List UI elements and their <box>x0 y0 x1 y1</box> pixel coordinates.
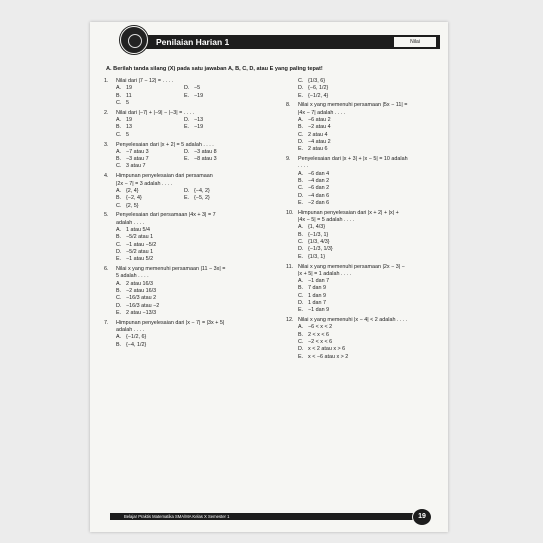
answer-options <box>104 149 280 171</box>
option-value: −16/3 atau −2 <box>126 302 160 309</box>
question-item <box>104 142 280 174</box>
option-value: −3 atau 7 <box>126 156 149 163</box>
option-value: −8 atau 3 <box>194 156 217 163</box>
answer-option[interactable] <box>116 242 280 249</box>
option-value: −7 atau 3 <box>126 148 149 155</box>
option-letter: B. <box>298 124 304 131</box>
option-letter: D. <box>298 246 304 253</box>
answer-option[interactable] <box>116 288 280 295</box>
option-value: {1/3, 4/3} <box>308 239 330 246</box>
option-letter: D. <box>298 85 304 92</box>
option-value: −2 atau 16/3 <box>126 287 157 294</box>
question-text: Nilai dari |7 − 12| = . . . . <box>116 78 174 84</box>
option-value: x < 2 atau x > 6 <box>308 346 346 353</box>
option-letter: A. <box>298 117 304 124</box>
answer-option[interactable] <box>116 132 184 139</box>
score-box-label: Nilai <box>394 37 436 47</box>
option-letter: A. <box>116 227 122 234</box>
footer-bar <box>110 513 420 520</box>
question-text: Nilai x yang memenuhi persamaan |2x − 3| − <box>298 263 405 270</box>
question-number <box>104 181 116 188</box>
option-value: −2 atau 4 <box>308 124 331 131</box>
answer-option[interactable] <box>116 310 280 317</box>
option-value: 13 <box>126 124 132 131</box>
answer-options <box>286 324 441 360</box>
option-value: −4 dan 2 <box>308 178 330 185</box>
question-line <box>286 317 441 324</box>
spacer <box>104 349 280 352</box>
option-letter: A. <box>116 148 122 155</box>
option-value: 19 <box>126 85 132 92</box>
option-value: 7 dan 9 <box>308 285 326 292</box>
answer-option[interactable] <box>116 156 184 163</box>
answer-option[interactable] <box>116 249 280 256</box>
answer-option[interactable] <box>116 149 184 156</box>
option-letter: A. <box>116 85 122 92</box>
answer-option[interactable] <box>184 195 252 202</box>
option-letter: E. <box>298 253 304 260</box>
option-letter: C. <box>298 339 304 346</box>
question-number <box>104 220 116 227</box>
option-value: 1 dan 7 <box>308 299 326 306</box>
question-item <box>104 212 280 266</box>
right-column <box>286 78 441 364</box>
option-letter: E. <box>184 156 190 163</box>
option-value: 5 <box>126 99 129 106</box>
answer-options <box>286 278 441 314</box>
option-letter: A. <box>298 170 304 177</box>
option-letter: D. <box>298 138 304 145</box>
option-value: −6 < x < 2 <box>308 324 333 331</box>
answer-option[interactable] <box>298 239 441 246</box>
option-value: 5 <box>126 131 129 138</box>
option-value: 11 <box>126 92 132 99</box>
question-item <box>286 264 441 318</box>
option-value: 2 atau −13/3 <box>126 309 157 316</box>
page-number: 19 <box>412 508 432 526</box>
question-number: 4. <box>104 173 109 180</box>
option-value: {1/3, 6} <box>308 78 326 84</box>
question-number: 11. <box>286 263 294 270</box>
answer-option[interactable] <box>116 117 184 124</box>
question-number: 5. <box>104 212 109 219</box>
answer-option[interactable] <box>116 295 280 302</box>
option-letter: C. <box>298 185 304 192</box>
option-letter: B. <box>298 178 304 185</box>
answer-option[interactable] <box>116 256 280 263</box>
question-item <box>104 266 280 320</box>
option-letter: A. <box>116 334 122 341</box>
question-line <box>104 273 280 280</box>
question-number <box>104 327 116 334</box>
option-value: {−1/3, 1/3} <box>308 246 333 253</box>
answer-option[interactable] <box>298 324 441 331</box>
option-letter: E. <box>184 124 190 131</box>
answer-option[interactable] <box>298 232 441 239</box>
answer-option[interactable] <box>116 124 184 131</box>
option-value: −6 dan 2 <box>308 185 330 192</box>
option-letter: C. <box>116 163 122 170</box>
option-value: 2 atau 6 <box>308 146 328 153</box>
question-line <box>286 110 441 117</box>
option-value: 3 atau 7 <box>126 163 146 170</box>
answer-option[interactable] <box>298 200 441 207</box>
question-line <box>104 142 280 149</box>
option-letter: B. <box>116 287 122 294</box>
question-line <box>286 156 441 163</box>
option-letter: D. <box>184 148 190 155</box>
answer-option[interactable] <box>116 195 184 202</box>
answer-option[interactable] <box>298 178 441 185</box>
option-value: −1 dan 9 <box>308 307 330 314</box>
answer-option[interactable] <box>116 281 280 288</box>
question-number <box>104 273 116 280</box>
answer-option[interactable] <box>116 93 184 100</box>
question-number: 3. <box>104 141 109 148</box>
answer-option[interactable] <box>298 224 441 231</box>
option-value: {−2, 4} <box>126 195 142 202</box>
option-letter: C. <box>116 99 122 106</box>
question-text: |4x − 7| adalah . . . . <box>298 109 346 116</box>
option-letter: A. <box>298 324 304 331</box>
option-value: −6 dan 4 <box>308 170 330 177</box>
header-bar <box>140 35 440 49</box>
answer-option[interactable] <box>298 85 441 92</box>
page-header <box>90 22 448 62</box>
answer-options <box>104 227 280 263</box>
answer-option[interactable] <box>116 203 184 210</box>
question-item <box>286 156 441 210</box>
question-line <box>286 210 441 217</box>
answer-option[interactable] <box>116 188 184 195</box>
answer-option[interactable] <box>116 342 280 349</box>
option-letter: B. <box>116 341 122 348</box>
option-letter: B. <box>298 285 304 292</box>
question-number: 12. <box>286 317 294 324</box>
option-letter: D. <box>116 248 122 255</box>
question-line <box>286 163 441 170</box>
question-text: . . . . <box>298 163 309 170</box>
page-title: Penilaian Harian 1 <box>156 37 230 47</box>
option-letter: E. <box>298 353 304 360</box>
option-value: −2 dan 6 <box>308 199 330 206</box>
option-letter: C. <box>116 202 122 209</box>
option-value: −4 atau 2 <box>308 138 331 145</box>
option-value: {−5, 2} <box>194 195 210 202</box>
option-letter: C. <box>298 239 304 246</box>
question-line <box>104 181 280 188</box>
question-line <box>104 78 280 85</box>
answer-option[interactable] <box>298 124 441 131</box>
option-value: {2, 4} <box>126 187 139 194</box>
answer-option[interactable] <box>184 188 252 195</box>
option-value: {−6, 1/2} <box>308 85 329 92</box>
left-column <box>104 78 280 352</box>
emblem-icon <box>120 26 148 54</box>
option-value: {1, 4/3} <box>308 224 326 231</box>
question-text: Himpunan penyelesaian dari |x − 7| = |3x + 5| <box>116 319 225 326</box>
option-letter: D. <box>298 346 304 353</box>
answer-options <box>104 281 280 317</box>
option-value: −13 <box>194 117 204 124</box>
option-letter: D. <box>184 117 190 124</box>
question-text: adalah . . . . <box>116 219 145 226</box>
question-line <box>286 217 441 224</box>
option-value: −2 < x < 6 <box>308 339 333 346</box>
option-value: 1 dan 9 <box>308 292 326 299</box>
answer-options <box>104 188 280 210</box>
option-letter: A. <box>298 224 304 231</box>
option-letter: C. <box>298 131 304 138</box>
question-number: 6. <box>104 266 109 273</box>
question-text: adalah . . . . <box>116 327 145 334</box>
option-letter: E. <box>184 195 190 202</box>
answer-option[interactable] <box>298 146 441 153</box>
option-letter: E. <box>116 309 122 316</box>
question-item <box>104 173 280 212</box>
option-letter: E. <box>298 146 304 153</box>
question-item <box>286 78 441 102</box>
option-letter: E. <box>298 307 304 314</box>
option-value: −6 atau 2 <box>308 117 331 124</box>
question-text: Penyelesaian dari persamaan |4x + 3| = 7 <box>116 212 216 219</box>
option-value: {−1/2, 4} <box>308 92 329 99</box>
answer-option[interactable] <box>298 285 441 292</box>
question-line <box>104 327 280 334</box>
option-letter: B. <box>116 92 122 99</box>
option-value: −4 dan 6 <box>308 192 330 199</box>
answer-option[interactable] <box>184 85 252 92</box>
answer-option[interactable] <box>298 93 441 100</box>
answer-option[interactable] <box>298 193 441 200</box>
option-letter: A. <box>298 278 304 285</box>
option-value: x < −6 atau x > 2 <box>308 353 349 360</box>
option-value: {−1/2, 6} <box>126 334 147 341</box>
option-value: −5/2 atau 1 <box>126 234 154 241</box>
answer-option[interactable] <box>184 117 252 124</box>
question-number <box>286 163 298 170</box>
question-text: 5 adalah . . . . <box>116 273 149 280</box>
answer-option[interactable] <box>298 300 441 307</box>
option-letter: C. <box>298 292 304 299</box>
question-item <box>286 210 441 264</box>
question-line <box>104 173 280 180</box>
option-letter: B. <box>116 195 122 202</box>
question-text: |2x − 7| = 3 adalah . . . . <box>116 180 173 187</box>
instruction-text: A. Berilah tanda silang (X) pada satu jawaban A, B, C, D, atau E yang paling tepat! <box>106 66 323 72</box>
answer-option[interactable] <box>116 334 280 341</box>
question-text: Nilai x yang memenuhi persamaan |5x − 11| = <box>298 102 408 109</box>
option-letter: E. <box>298 92 304 99</box>
answer-option[interactable] <box>116 163 184 170</box>
answer-options <box>104 334 280 349</box>
option-value: {−4, 2} <box>194 187 210 194</box>
option-value: {1/3, 1} <box>308 253 326 260</box>
question-number: 1. <box>104 78 109 84</box>
option-letter: B. <box>298 331 304 338</box>
option-value: −3 atau 8 <box>194 148 217 155</box>
question-item <box>286 317 441 363</box>
answer-options <box>104 117 280 139</box>
question-line <box>104 266 280 273</box>
answer-option[interactable] <box>298 78 441 85</box>
answer-option[interactable] <box>298 354 441 361</box>
answer-option[interactable] <box>298 185 441 192</box>
question-number <box>286 110 298 117</box>
question-item <box>104 78 280 110</box>
option-value: −5 <box>194 85 201 92</box>
option-letter: B. <box>116 156 122 163</box>
option-letter: B. <box>298 231 304 238</box>
question-line <box>104 320 280 327</box>
answer-option[interactable] <box>184 93 252 100</box>
answer-option[interactable] <box>116 303 280 310</box>
question-line <box>104 110 280 117</box>
option-value: −19 <box>194 124 204 131</box>
option-value: −1 atau −5/2 <box>126 241 157 248</box>
answer-option[interactable] <box>298 332 441 339</box>
answer-option[interactable] <box>184 149 252 156</box>
answer-option[interactable] <box>116 85 184 92</box>
option-letter: B. <box>116 234 122 241</box>
answer-option[interactable] <box>298 246 441 253</box>
question-line <box>286 271 441 278</box>
question-line <box>286 264 441 271</box>
question-text: Himpunan penyelesaian dari persamaan <box>116 173 213 180</box>
option-letter: C. <box>298 78 304 84</box>
question-line <box>104 212 280 219</box>
answer-option[interactable] <box>298 278 441 285</box>
answer-option[interactable] <box>298 117 441 124</box>
question-text: Penyelesaian dari |x + 3| + |x − 5| = 10 adalah <box>298 156 408 163</box>
option-value: 2 < x < 6 <box>308 331 329 338</box>
answer-options <box>286 78 441 100</box>
answer-option[interactable] <box>116 227 280 234</box>
option-letter: B. <box>116 124 122 131</box>
answer-option[interactable] <box>298 307 441 314</box>
option-letter: D. <box>184 187 190 194</box>
option-letter: A. <box>116 117 122 124</box>
option-value: −1 dan 7 <box>308 278 330 285</box>
option-letter: D. <box>298 192 304 199</box>
option-value: {2, 5} <box>126 202 139 209</box>
question-text: Nilai x yang memenuhi |x − 4| < 2 adalah . . . . <box>298 317 408 324</box>
option-value: −1 atau 5/2 <box>126 256 154 263</box>
option-value: 1 atau 5/4 <box>126 227 150 234</box>
option-value: −19 <box>194 92 204 99</box>
option-letter: C. <box>116 131 122 138</box>
answer-option[interactable] <box>298 254 441 261</box>
question-line <box>286 102 441 109</box>
option-letter: A. <box>116 280 122 287</box>
question-number: 9. <box>286 156 291 163</box>
option-letter: E. <box>184 92 190 99</box>
answer-option[interactable] <box>298 139 441 146</box>
answer-options <box>286 171 441 207</box>
answer-option[interactable] <box>298 132 441 139</box>
page-footer <box>90 506 448 528</box>
option-letter: D. <box>298 299 304 306</box>
option-value: {−4, 1/2} <box>126 341 147 348</box>
answer-options <box>286 117 441 153</box>
option-letter: C. <box>116 295 122 302</box>
question-text: Penyelesaian dari |x + 2| = 5 adalah . . . . <box>116 141 214 148</box>
option-letter: D. <box>116 302 122 309</box>
answer-option[interactable] <box>116 100 184 107</box>
option-letter: E. <box>116 256 122 263</box>
answer-option[interactable] <box>184 124 252 131</box>
answer-option[interactable] <box>298 346 441 353</box>
answer-option[interactable] <box>298 293 441 300</box>
spacer <box>286 361 441 364</box>
answer-option[interactable] <box>298 171 441 178</box>
option-value: {−1/3, 1} <box>308 231 329 238</box>
question-number: 2. <box>104 109 109 116</box>
question-text: Nilai dari |−7| + |−9| − |−3| = . . . . <box>116 109 195 116</box>
option-letter: C. <box>116 241 122 248</box>
answer-options <box>286 224 441 260</box>
worksheet-page <box>90 22 448 532</box>
option-value: −5/2 atau 1 <box>126 248 154 255</box>
option-value: 19 <box>126 117 132 124</box>
answer-option[interactable] <box>116 234 280 241</box>
answer-option[interactable] <box>298 339 441 346</box>
option-value: 2 atau 16/3 <box>126 280 153 287</box>
question-item <box>286 102 441 156</box>
question-number: 7. <box>104 319 109 326</box>
question-number <box>286 271 298 278</box>
option-letter: E. <box>298 199 304 206</box>
question-number: 8. <box>286 102 291 109</box>
option-letter: A. <box>116 187 122 194</box>
question-item <box>104 110 280 142</box>
question-text: |x + 5| = 1 adalah . . . . <box>298 270 352 277</box>
question-item <box>104 320 280 352</box>
option-value: 2 atau 4 <box>308 131 328 138</box>
footer-text: Belajar Praktis Matematika SMA/MA Kelas X Semester 1 <box>124 514 230 519</box>
answer-options <box>104 85 280 107</box>
question-line <box>104 220 280 227</box>
option-value: −16/3 atau 2 <box>126 295 157 302</box>
answer-option[interactable] <box>184 156 252 163</box>
option-letter: D. <box>184 85 190 92</box>
question-number: 10. <box>286 209 294 216</box>
question-text: |4x − 5| = 5 adalah . . . . <box>298 217 355 224</box>
question-text: Nilai x yang memenuhi persamaan |11 − 3x| = <box>116 266 226 273</box>
question-text: Himpunan penyelesaian dari |x + 2| + |x| + <box>298 209 399 216</box>
question-number <box>286 217 298 224</box>
